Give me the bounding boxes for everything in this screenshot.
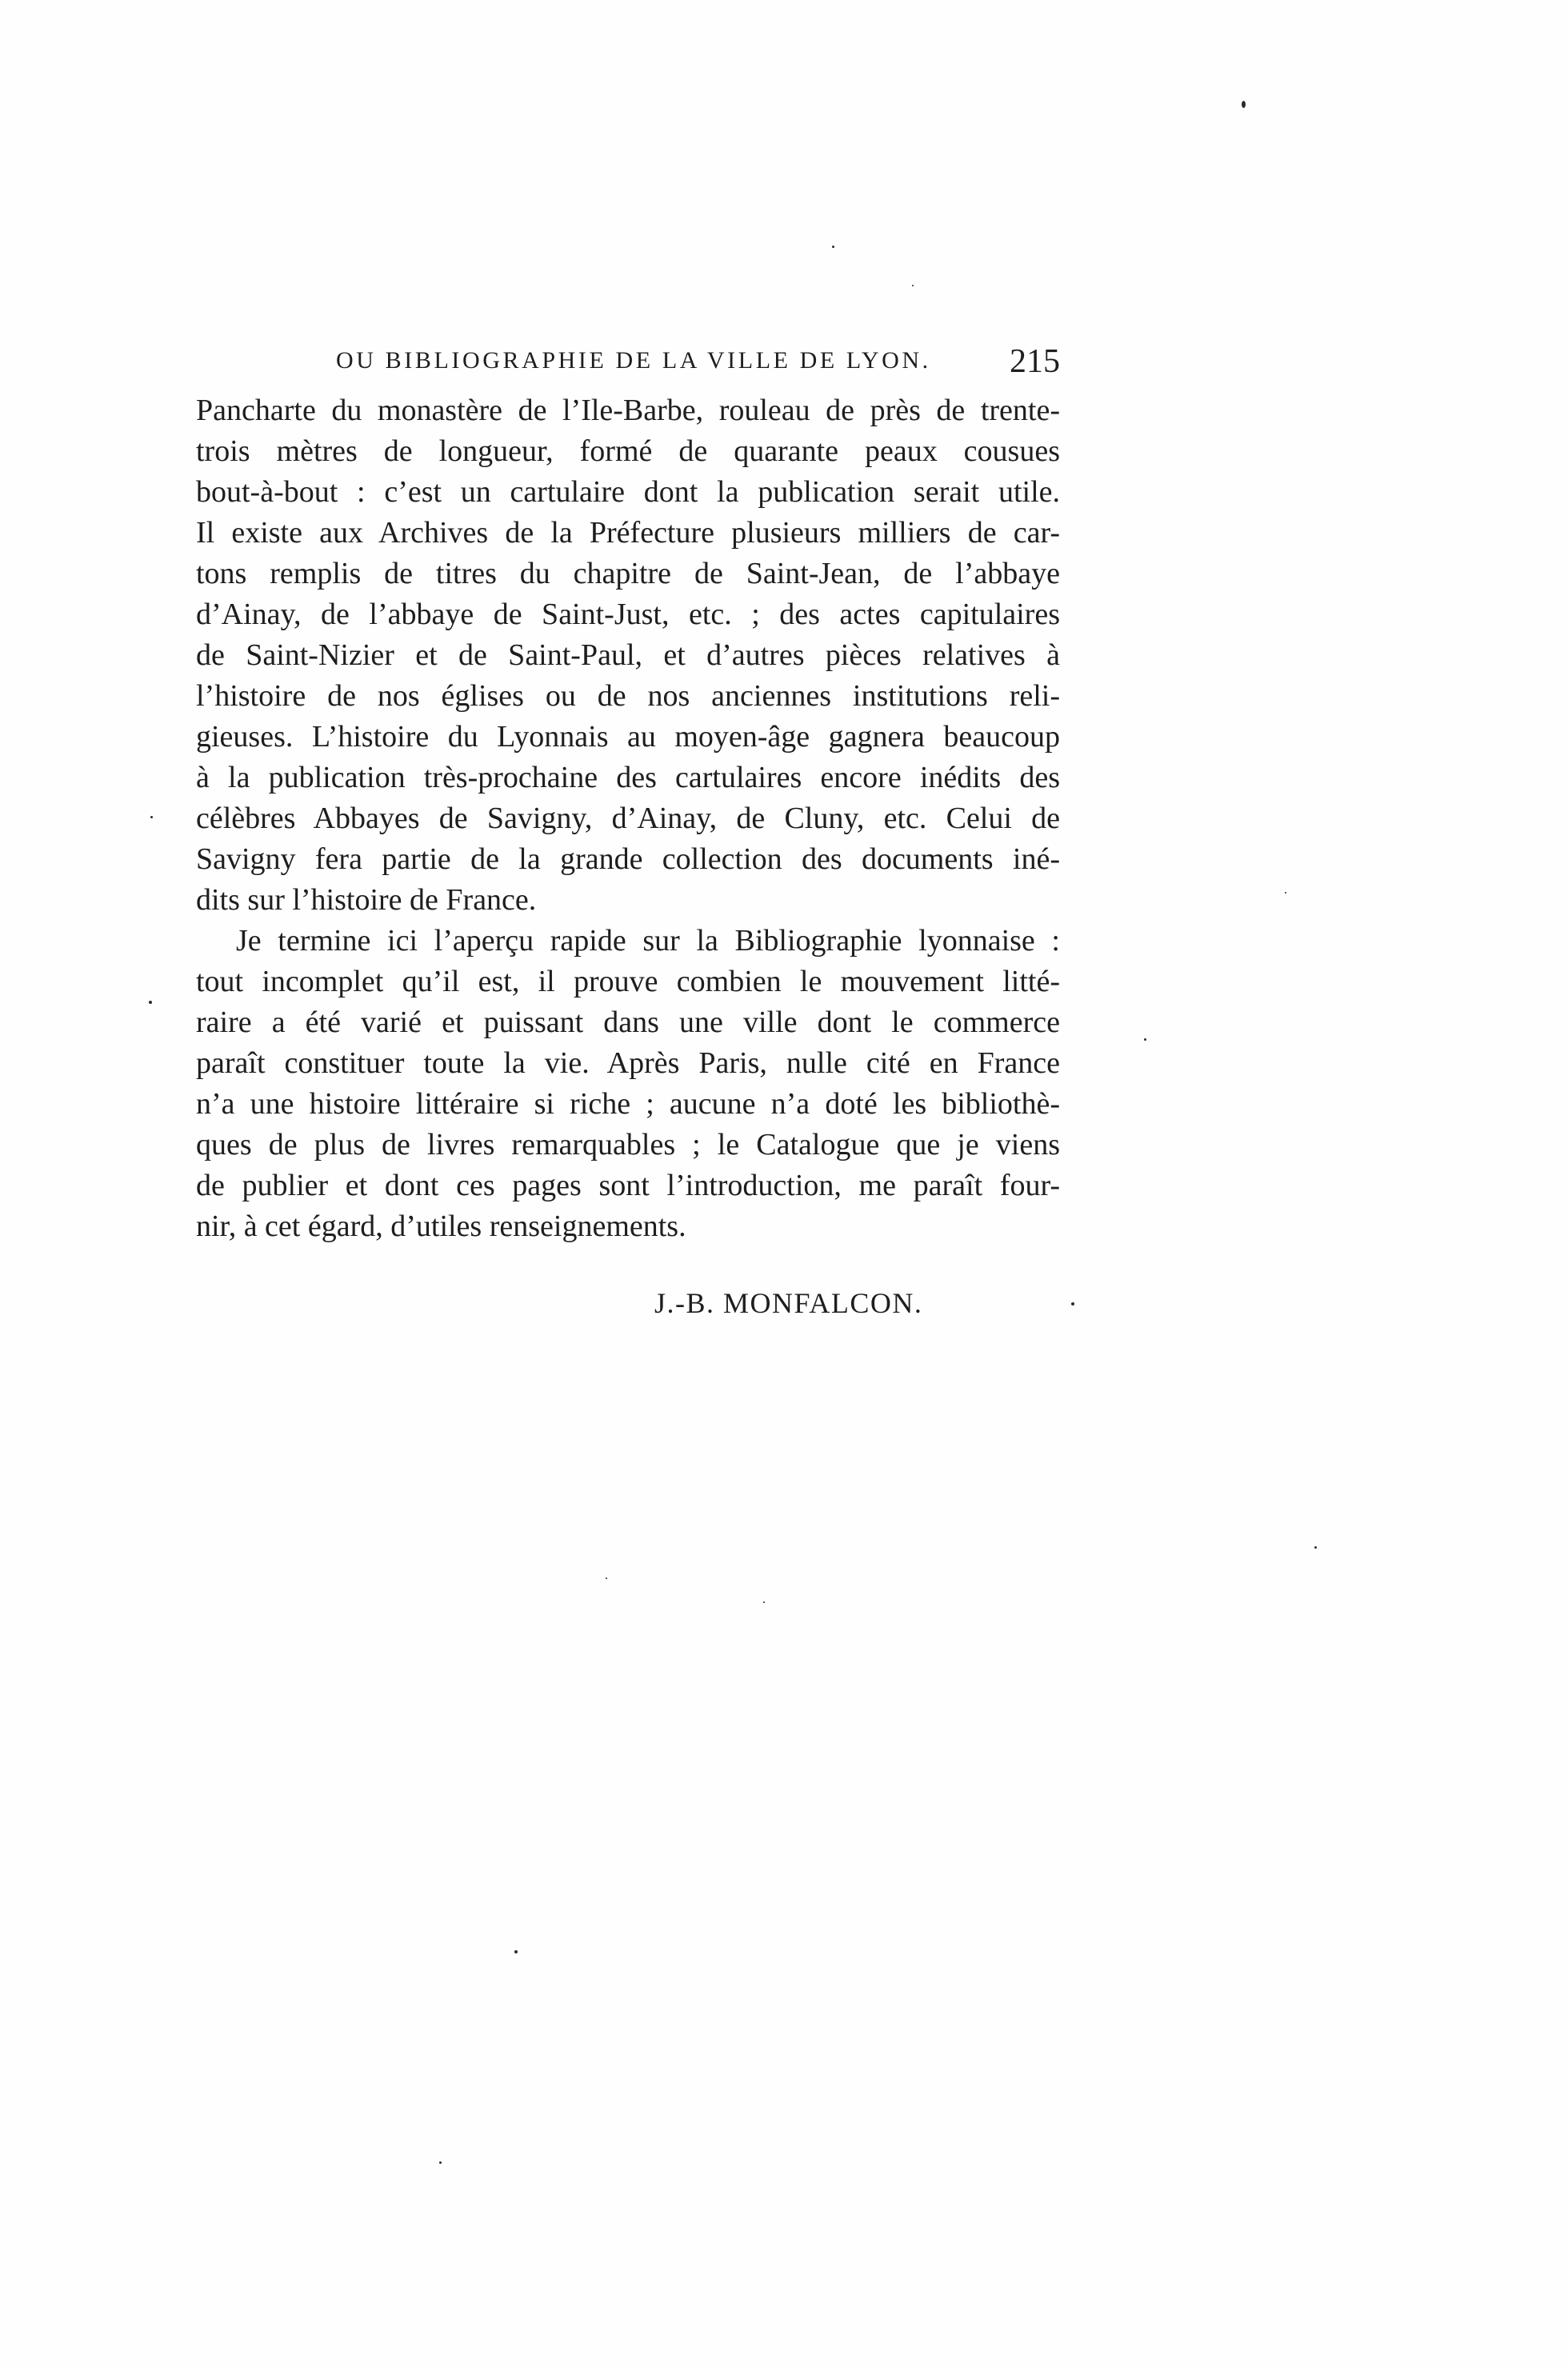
scan-speck: [149, 1001, 152, 1004]
text-line: gieuses. L’histoire du Lyonnais au moyen-âge gagnera beaucoup: [196, 720, 1060, 754]
text-line: paraît constituer toute la vie. Après Paris, nulle cité en France: [196, 1046, 1060, 1080]
page-number: 215: [1010, 343, 1060, 380]
paragraph-1: [196, 390, 1060, 921]
scan-speck: [1314, 1546, 1317, 1549]
text-line: trois mètres de longueur, formé de quarante peaux cousues: [196, 434, 1060, 468]
text-line: d’Ainay, de l’abbaye de Saint-Just, etc. ; des actes capitulaires: [196, 598, 1060, 631]
scan-speck: [912, 285, 914, 286]
text-line: Il existe aux Archives de la Préfecture plusieurs milliers de car-: [196, 516, 1060, 550]
scan-speck: [763, 1601, 765, 1603]
scan-speck: [1285, 892, 1286, 894]
paragraph-2: [196, 921, 1060, 1247]
text-line: tons remplis de titres du chapitre de Saint-Jean, de l’abbaye: [196, 557, 1060, 590]
text-line: tout incomplet qu’il est, il prouve combien le mouvement litté-: [196, 965, 1060, 998]
text-line: célèbres Abbayes de Savigny, d’Ainay, de Cluny, etc. Celui de: [196, 802, 1060, 835]
text-line: dits sur l’histoire de France.: [196, 883, 537, 917]
text-line: à la publication très-prochaine des cartulaires encore inédits des: [196, 761, 1060, 794]
text-line: ques de plus de livres remarquables ; le Catalogue que je viens: [196, 1128, 1060, 1162]
text-line: l’histoire de nos églises ou de nos anciennes institutions reli-: [196, 679, 1060, 713]
scan-speck: [1242, 101, 1246, 108]
text-line: nir, à cet égard, d’utiles renseignements.: [196, 1209, 686, 1243]
running-head: [336, 342, 1060, 390]
author-signature: J.-B. MONFALCON.: [654, 1287, 923, 1319]
text-line: de publier et dont ces pages sont l’introduction, me paraît four-: [196, 1169, 1060, 1202]
text-line: bout-à-bout : c’est un cartulaire dont la publication serait utile.: [196, 475, 1060, 509]
body-text: [196, 390, 1060, 1247]
scan-speck: [150, 816, 153, 818]
scan-speck: [439, 2161, 442, 2164]
scan-speck: [1071, 1302, 1074, 1305]
scan-speck: [514, 1950, 518, 1953]
text-line: de Saint-Nizier et de Saint-Paul, et d’autres pièces relatives à: [196, 638, 1060, 672]
scan-speck: [606, 1577, 607, 1579]
scan-speck: [1144, 1038, 1146, 1041]
text-line: Je termine ici l’aperçu rapide sur la Bibliographie lyonnaise :: [236, 924, 1060, 958]
text-line: n’a une histoire littéraire si riche ; aucune n’a doté les bibliothè-: [196, 1087, 1060, 1121]
scan-speck: [832, 246, 834, 248]
text-line: raire a été varié et puissant dans une ville dont le commerce: [196, 1006, 1060, 1039]
text-line: Pancharte du monastère de l’Ile-Barbe, rouleau de près de trente-: [196, 394, 1060, 427]
text-line: Savigny fera partie de la grande collection des documents iné-: [196, 842, 1060, 876]
running-title: OU BIBLIOGRAPHIE DE LA VILLE DE LYON.: [336, 347, 931, 374]
